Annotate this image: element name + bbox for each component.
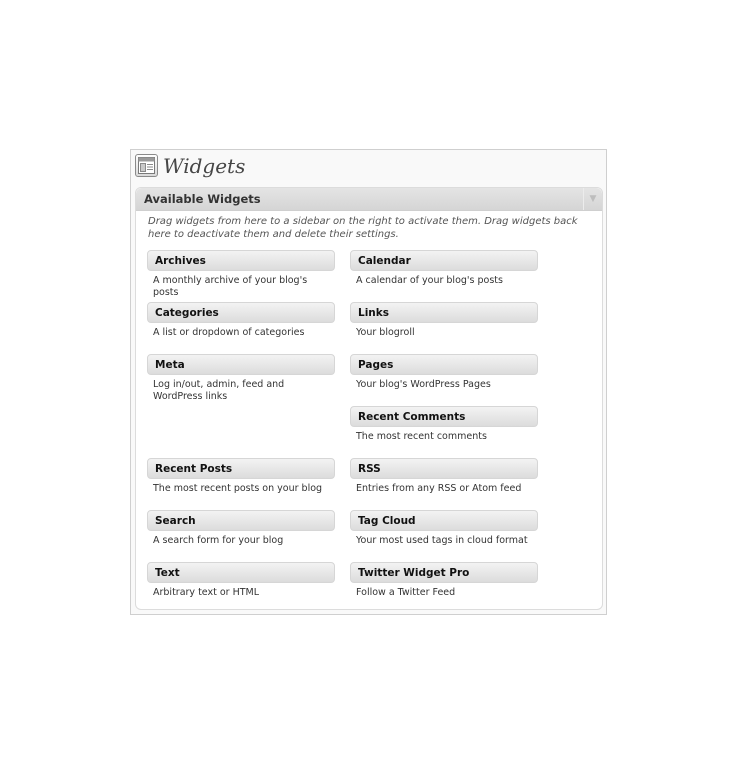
widget-recent-posts[interactable] — [147, 458, 335, 495]
widget-recent-comments[interactable] — [350, 406, 538, 443]
widget-title: RSS — [358, 463, 381, 475]
widget-handle[interactable] — [147, 510, 335, 531]
widget-handle[interactable] — [147, 458, 335, 479]
widget-handle[interactable] — [350, 302, 538, 323]
widget-title: Meta — [155, 359, 185, 371]
widget-description: Your blogroll — [356, 327, 415, 338]
widget-description: Entries from any RSS or Atom feed — [356, 483, 522, 494]
widget-meta[interactable] — [147, 354, 335, 403]
page-title: Widgets — [163, 154, 246, 178]
widget-handle[interactable] — [350, 354, 538, 375]
widget-description: Follow a Twitter Feed — [356, 587, 456, 598]
widget-tag-cloud[interactable] — [350, 510, 538, 547]
available-widgets-panel — [135, 187, 603, 610]
page-header — [134, 153, 594, 183]
widget-calendar[interactable] — [350, 250, 538, 287]
widgets-page — [130, 149, 607, 615]
widget-twitter-widget-pro[interactable] — [350, 562, 538, 599]
widget-handle[interactable] — [147, 250, 335, 271]
widget-description: Your blog's WordPress Pages — [356, 379, 491, 390]
widget-handle[interactable] — [147, 562, 335, 583]
available-widgets-description: Drag widgets from here to a sidebar on the right to activate them. Drag widgets back here to deactivate them and delete their settings. — [148, 216, 578, 240]
widget-title: Links — [358, 307, 389, 319]
widget-title: Text — [155, 567, 180, 579]
widget-title: Pages — [358, 359, 394, 371]
widget-title: Categories — [155, 307, 219, 319]
widget-description: A monthly archive of your blog's posts — [153, 275, 308, 298]
widget-rss[interactable] — [350, 458, 538, 495]
widget-description: The most recent posts on your blog — [153, 483, 323, 494]
widget-description: Your most used tags in cloud format — [356, 535, 528, 546]
widget-description: Log in/out, admin, feed and WordPress links — [153, 379, 285, 402]
widget-description: A search form for your blog — [153, 535, 284, 546]
widget-handle[interactable] — [350, 510, 538, 531]
widget-categories[interactable] — [147, 302, 335, 339]
available-widgets-title: Available Widgets — [144, 192, 261, 206]
widget-archives[interactable] — [147, 250, 335, 299]
widget-handle[interactable] — [350, 250, 538, 271]
widget-title: Recent Posts — [155, 463, 233, 475]
available-widgets-header[interactable] — [136, 188, 602, 211]
widget-title: Recent Comments — [358, 411, 466, 423]
widget-search[interactable] — [147, 510, 335, 547]
widget-text[interactable] — [147, 562, 335, 599]
widget-description: A list or dropdown of categories — [153, 327, 305, 338]
widget-links[interactable] — [350, 302, 538, 339]
widget-title: Twitter Widget Pro — [358, 567, 470, 579]
widget-title: Calendar — [358, 255, 411, 267]
widget-description: The most recent comments — [356, 431, 487, 442]
widget-title: Tag Cloud — [358, 515, 416, 527]
widget-pages[interactable] — [350, 354, 538, 391]
widget-title: Archives — [155, 255, 206, 267]
widget-handle[interactable] — [350, 562, 538, 583]
widget-handle[interactable] — [147, 354, 335, 375]
widget-description: Arbitrary text or HTML — [153, 587, 260, 598]
widget-handle[interactable] — [350, 406, 538, 427]
widget-description: A calendar of your blog's posts — [356, 275, 503, 286]
widget-title: Search — [155, 515, 196, 527]
widget-handle[interactable] — [147, 302, 335, 323]
widget-handle[interactable] — [350, 458, 538, 479]
triangle-down-icon[interactable]: ▼ — [583, 188, 602, 210]
widgets-icon — [135, 154, 158, 177]
